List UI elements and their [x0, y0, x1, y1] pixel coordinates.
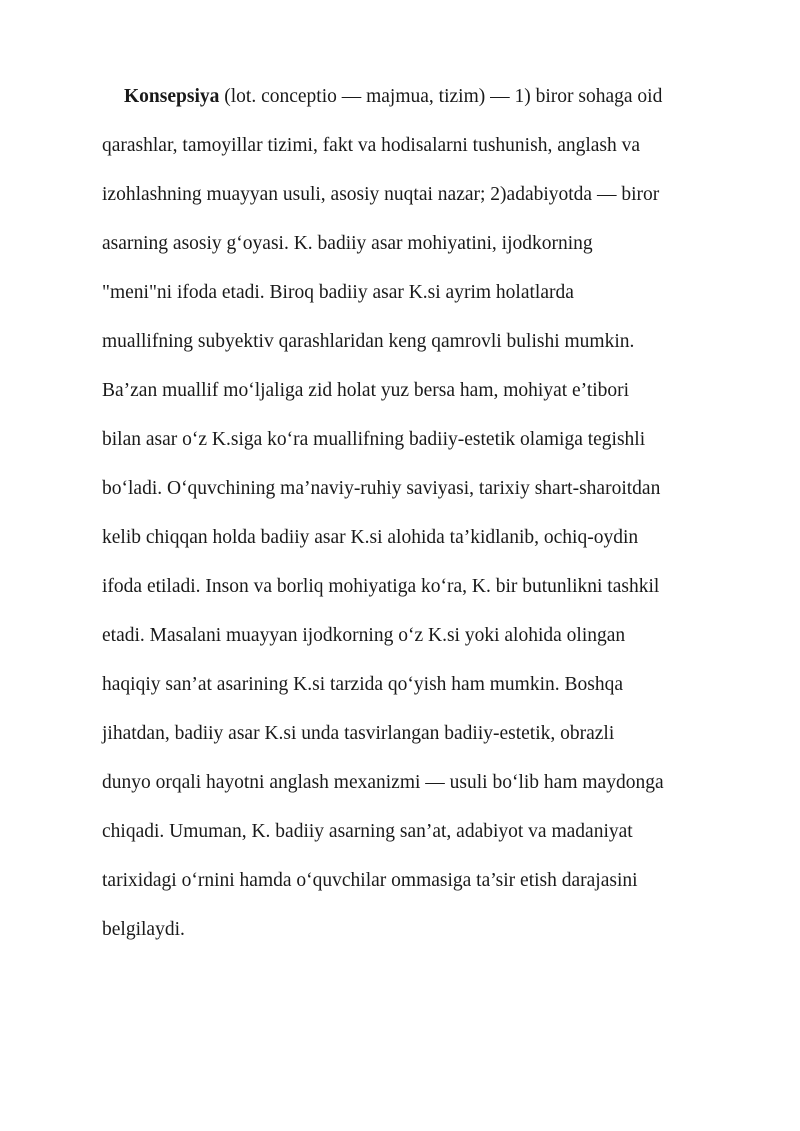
paragraph-line-11: ifoda etiladi. Inson va borliq mohiyatiga ko‘ra, K. bir butunlikni tashkil	[102, 576, 660, 597]
paragraph-line-3: izohlashning muayyan usuli, asosiy nuqtai nazar; 2)adabiyotda — biror	[102, 184, 660, 205]
paragraph-line-2: qarashlar, tamoyillar tizimi, fakt va hodisalarni tushunish, anglash va	[102, 135, 641, 156]
paragraph-line-5: "meni"ni ifoda etadi. Biroq badiiy asar K.si ayrim holatlarda	[102, 282, 574, 303]
paragraph-line-7: Ba’zan muallif mo‘ljaliga zid holat yuz bersa ham, mohiyat e’tibori	[102, 380, 630, 401]
paragraph-line-12: etadi. Masalani muayyan ijodkorning o‘z K.si yoki alohida olingan	[102, 625, 626, 646]
paragraph-line-17: tarixidagi o‘rnini hamda o‘quvchilar ommasiga ta’sir etish darajasini	[102, 870, 638, 891]
paragraph-line-9: bo‘ladi. O‘quvchining ma’naviy-ruhiy saviyasi, tarixiy shart-sharoitdan	[102, 478, 661, 499]
paragraph-line-6: muallifning subyektiv qarashlaridan keng qamrovli bulishi mumkin.	[102, 331, 635, 352]
paragraph-line-16: chiqadi. Umuman, K. badiiy asarning san’at, adabiyot va madaniyat	[102, 821, 633, 842]
paragraph-line-15: dunyo orqali hayotni anglash mexanizmi — usuli bo‘lib ham maydonga	[102, 772, 664, 793]
term-heading: Konsepsiya	[124, 86, 220, 107]
article-paragraph	[102, 72, 722, 954]
paragraph-line-4: asarning asosiy g‘oyasi. K. badiiy asar mohiyatini, ijodkorning	[102, 233, 593, 254]
paragraph-line-10: kelib chiqqan holda badiiy asar K.si alohida ta’kidlanib, ochiq-oydin	[102, 527, 639, 548]
first-line-text: (lot. conceptio — majmua, tizim) — 1) biror sohaga oid	[219, 86, 663, 107]
paragraph-line-13: haqiqiy san’at asarining K.si tarzida qo‘yish ham mumkin. Boshqa	[102, 674, 623, 695]
paragraph-line-18: belgilaydi.	[102, 919, 185, 940]
paragraph-line-1	[102, 72, 722, 121]
paragraph-line-14: jihatdan, badiiy asar K.si unda tasvirlangan badiiy-estetik, obrazli	[102, 723, 615, 744]
paragraph-line-8: bilan asar o‘z K.siga ko‘ra muallifning badiiy-estetik olamiga tegishli	[102, 429, 646, 450]
